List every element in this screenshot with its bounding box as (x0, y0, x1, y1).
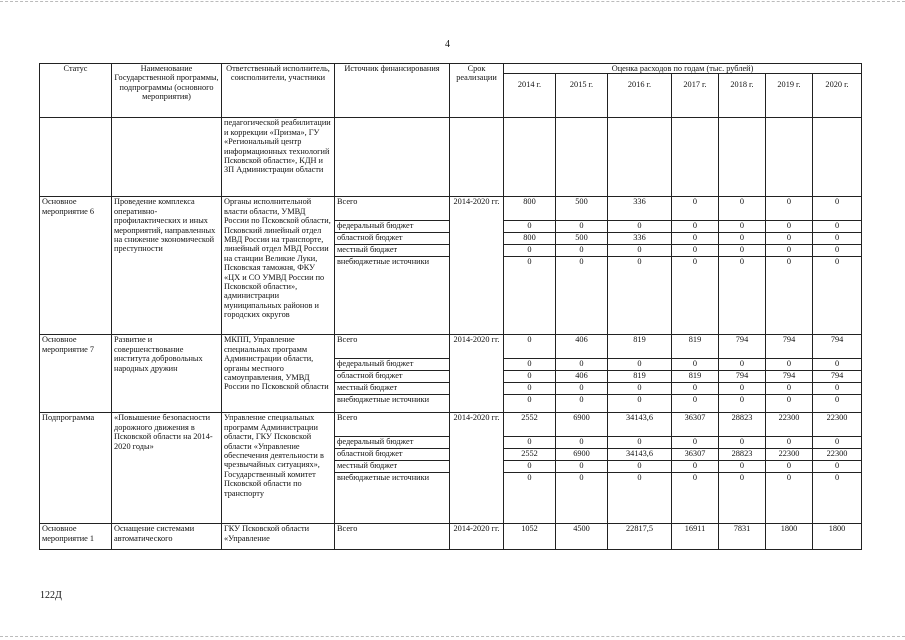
row-source: Всего (335, 197, 450, 221)
row-value: 0 (672, 233, 719, 245)
row-value: 794 (766, 335, 813, 359)
row-value: 0 (766, 473, 813, 524)
row-value: 406 (556, 335, 608, 359)
row-value: 2552 (504, 449, 556, 461)
row-value: 0 (556, 473, 608, 524)
row-value: 6900 (556, 413, 608, 437)
row-value: 794 (766, 371, 813, 383)
row-source: областной бюджет (335, 233, 450, 245)
header-year: 2014 г. (504, 74, 556, 118)
row-value: 0 (672, 257, 719, 335)
row-value: 34143,6 (608, 413, 672, 437)
row-value: 0 (813, 395, 862, 413)
header-term: Срок реализации (450, 64, 504, 118)
row-value: 0 (813, 437, 862, 449)
row-value: 500 (556, 197, 608, 221)
table-row (40, 524, 862, 550)
table-row (40, 413, 862, 437)
budget-table (39, 63, 862, 550)
row-value: 0 (608, 473, 672, 524)
row-value: 0 (672, 473, 719, 524)
row-value: 0 (766, 437, 813, 449)
header-year: 2019 г. (766, 74, 813, 118)
row-value: 0 (813, 257, 862, 335)
row-value: 800 (504, 233, 556, 245)
row-value: 22300 (766, 413, 813, 437)
row-source: внебюджетные источники (335, 473, 450, 524)
row-value: 7831 (719, 524, 766, 550)
row-value: 0 (504, 257, 556, 335)
row-value: 16911 (672, 524, 719, 550)
row-status: Основное мероприятие 1 (40, 524, 112, 550)
row-value: 0 (766, 395, 813, 413)
row-value: 0 (813, 245, 862, 257)
row-value: 0 (813, 473, 862, 524)
header-responsible: Ответственный исполнитель, соисполнители, участники (222, 64, 335, 118)
row-value: 0 (556, 257, 608, 335)
row-value: 0 (719, 257, 766, 335)
header-year: 2015 г. (556, 74, 608, 118)
row-value: 0 (813, 359, 862, 371)
page-number: 4 (445, 39, 450, 50)
row-value: 0 (766, 257, 813, 335)
row-value: 819 (608, 371, 672, 383)
header-name: Наименование Государственной программы, подпрограммы (основного мероприятия) (112, 64, 222, 118)
scan-top-edge (0, 1, 905, 2)
row-source: федеральный бюджет (335, 359, 450, 371)
row-value: 0 (719, 359, 766, 371)
row-value: 0 (608, 359, 672, 371)
row-source: федеральный бюджет (335, 221, 450, 233)
row-status: Основное мероприятие 6 (40, 197, 112, 335)
row-value: 0 (766, 197, 813, 221)
row-value: 0 (504, 245, 556, 257)
row-responsible: Управление специальных программ Администрации области, ГКУ Псковской области «Управление обеспечения деятельности в чрезвычайных ситуациях», Государственный комитет Псковской области по транспорту (222, 413, 335, 524)
row-value: 0 (608, 461, 672, 473)
row-term: 2014-2020 гг. (450, 335, 504, 413)
row-value: 0 (504, 221, 556, 233)
row-source: внебюджетные источники (335, 395, 450, 413)
row-value: 22300 (813, 413, 862, 437)
row-responsible: Органы исполнительной власти области, УМВД России по Псковской области, Псковский линейный отдел МВД России на транспорте, линейный отдел МВД России на станции Великие Луки, Псковская таможня, ФКУ «ЦХ и СО УМВД России по Псковской области», администрации муниципальных районов и городских округов (222, 197, 335, 335)
row-value: 0 (504, 371, 556, 383)
row-value: 0 (719, 461, 766, 473)
row-value: 1800 (813, 524, 862, 550)
row-value: 0 (719, 473, 766, 524)
row-value: 0 (672, 359, 719, 371)
row-value: 0 (556, 221, 608, 233)
row-value: 0 (504, 395, 556, 413)
row-value: 0 (813, 233, 862, 245)
row-value: 0 (556, 359, 608, 371)
row-value: 0 (504, 437, 556, 449)
header-year: 2018 г. (719, 74, 766, 118)
row-value: 1052 (504, 524, 556, 550)
document-code: 122Д (40, 590, 62, 601)
row-value: 0 (608, 437, 672, 449)
row-value: 28823 (719, 413, 766, 437)
row-responsible: ГКУ Псковской области «Управление (222, 524, 335, 550)
row-name: Оснащение системами автоматического (112, 524, 222, 550)
row-value: 0 (719, 437, 766, 449)
header-year: 2020 г. (813, 74, 862, 118)
row-value: 0 (766, 359, 813, 371)
row-value: 0 (813, 197, 862, 221)
row-value: 406 (556, 371, 608, 383)
row-status: Основное мероприятие 7 (40, 335, 112, 413)
header-estimate: Оценка расходов по годам (тыс. рублей) (504, 64, 862, 74)
row-value: 794 (719, 371, 766, 383)
row-value: 0 (608, 395, 672, 413)
table-row (40, 335, 862, 359)
row-value: 0 (813, 221, 862, 233)
row-value: 0 (719, 245, 766, 257)
row-value: 6900 (556, 449, 608, 461)
row-value: 0 (672, 245, 719, 257)
header-source: Источник финансирования (335, 64, 450, 118)
row-value: 34143,6 (608, 449, 672, 461)
row-value: 0 (672, 383, 719, 395)
row-value: 1800 (766, 524, 813, 550)
row-value: 819 (672, 371, 719, 383)
row-source: областной бюджет (335, 371, 450, 383)
row-value: 0 (556, 461, 608, 473)
row-value: 22817,5 (608, 524, 672, 550)
row-value: 0 (672, 437, 719, 449)
row-value: 819 (672, 335, 719, 359)
header-status: Статус (40, 64, 112, 118)
row-source: местный бюджет (335, 383, 450, 395)
row-term: 2014-2020 гг. (450, 413, 504, 524)
row-value: 4500 (556, 524, 608, 550)
row-value: 794 (813, 371, 862, 383)
header-year: 2017 г. (672, 74, 719, 118)
row-value: 0 (608, 383, 672, 395)
row-value: 0 (504, 335, 556, 359)
row-value: 800 (504, 197, 556, 221)
row-value: 2552 (504, 413, 556, 437)
row-name: «Повышение безопасности дорожного движения в Псковской области на 2014-2020 годы» (112, 413, 222, 524)
row-value: 794 (719, 335, 766, 359)
row-source: федеральный бюджет (335, 437, 450, 449)
row-source: Всего (335, 524, 450, 550)
row-value: 0 (556, 245, 608, 257)
row-value: 336 (608, 197, 672, 221)
row-value: 0 (504, 461, 556, 473)
row-term: 2014-2020 гг. (450, 524, 504, 550)
row-value: 819 (608, 335, 672, 359)
row-responsible: МКПП, Управление специальных программ Администрации области, органы местного самоуправления, УМВД России по Псковской области (222, 335, 335, 413)
row-value: 0 (556, 395, 608, 413)
row-source: внебюджетные источники (335, 257, 450, 335)
row-value: 36307 (672, 413, 719, 437)
row-value: 0 (556, 383, 608, 395)
row-value: 0 (504, 359, 556, 371)
row-term: 2014-2020 гг. (450, 197, 504, 335)
row-value: 0 (719, 383, 766, 395)
scan-bottom-edge (0, 636, 905, 637)
continuation-row (40, 118, 862, 197)
row-value: 0 (719, 395, 766, 413)
row-value: 0 (766, 461, 813, 473)
row-value: 0 (813, 461, 862, 473)
row-source: Всего (335, 413, 450, 437)
row-value: 0 (608, 245, 672, 257)
row-value: 0 (672, 221, 719, 233)
row-value: 36307 (672, 449, 719, 461)
row-value: 0 (608, 257, 672, 335)
row-value: 0 (719, 197, 766, 221)
row-value: 500 (556, 233, 608, 245)
row-value: 0 (672, 197, 719, 221)
row-value: 0 (719, 221, 766, 233)
row-source: Всего (335, 335, 450, 359)
table-row (40, 197, 862, 221)
row-value: 0 (766, 245, 813, 257)
row-name: Проведение комплекса оперативно-профилактических и иных мероприятий, направленных на снижение экономической преступности (112, 197, 222, 335)
row-value: 0 (766, 221, 813, 233)
row-value: 0 (813, 383, 862, 395)
header-year: 2016 г. (608, 74, 672, 118)
row-source: местный бюджет (335, 461, 450, 473)
row-value: 0 (672, 395, 719, 413)
row-value: 336 (608, 233, 672, 245)
row-source: областной бюджет (335, 449, 450, 461)
row-value: 0 (556, 437, 608, 449)
row-value: 28823 (719, 449, 766, 461)
row-value: 0 (672, 461, 719, 473)
row-name: Развитие и совершенствование института добровольных народных дружин (112, 335, 222, 413)
row-value: 22300 (813, 449, 862, 461)
row-value: 0 (608, 221, 672, 233)
row-source: местный бюджет (335, 245, 450, 257)
row-value: 0 (719, 233, 766, 245)
row-value: 0 (504, 383, 556, 395)
row-status: Подпрограмма (40, 413, 112, 524)
row-value: 0 (766, 233, 813, 245)
row-value: 794 (813, 335, 862, 359)
row-value: 0 (766, 383, 813, 395)
row-value: 22300 (766, 449, 813, 461)
continuation-responsible: педагогической реабилитации и коррекции «Призма», ГУ «Региональный центр информационных технологий Псковской области», КДН и ЗП Администрации области (222, 118, 335, 197)
row-value: 0 (504, 473, 556, 524)
